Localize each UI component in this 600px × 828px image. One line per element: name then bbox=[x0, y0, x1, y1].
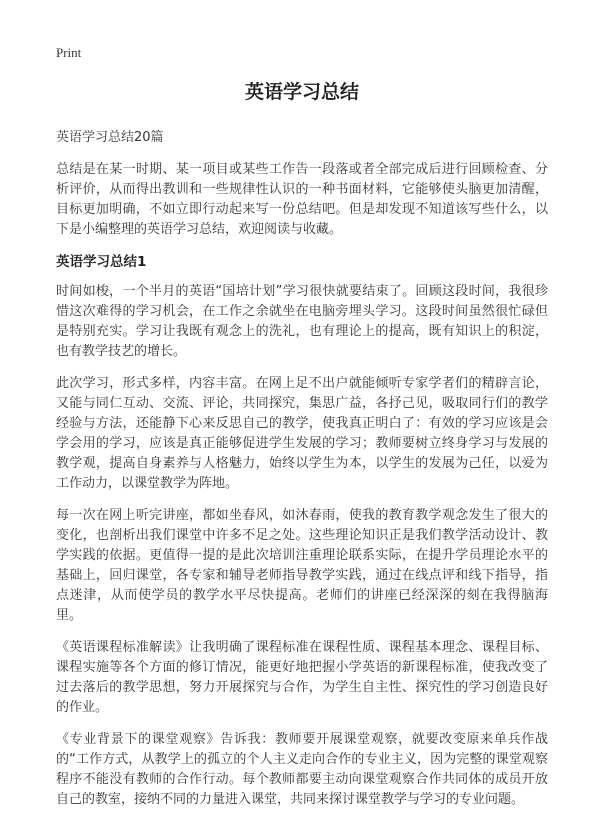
page-title: 英语学习总结 bbox=[244, 81, 359, 103]
body-paragraph: 《专业背景下的课堂观察》告诉我：教师要开展课堂观察，就要改变原来单兵作战的“工作方式，从教学上的孤立的个人主义走向合作的专业主义，因为完整的课堂观察程序不能没有教师的合作行动。每个教师都要主动向课堂观察合作共同体的成员开放自己的教室，接纳不同的力量进入课堂，共同来探讨课堂教学与学习的专业问题。 bbox=[56, 732, 548, 807]
body-paragraph: 《英语课程标准解读》让我明确了课程标准在课程性质、课程基本理念、课程目标、课程实施等各个方面的修订情况，能更好地把握小学英语的新课程标准，使我改变了过去落后的教学思想，努力开展探究与合作，为学生自主性、探究性的学习创造良好的作业。 bbox=[56, 640, 548, 715]
print-link[interactable]: Print bbox=[56, 45, 82, 60]
body-paragraph: 此次学习，形式多样，内容丰富。在网上足不出户就能倾听专家学者们的精辟言论，又能与同仁互动、交流、评论，共同探究，集思广益，各抒己见，吸取同行们的教学经验与方法，还能静下心来反思自己的教学，使我真正明白了：有效的学习应该是会学会用的学习，应该是真正能够促进学生发展的学习；教师要树立终身学习与发展的教学观，提高自身素养与人格魅力，始终以学生为本，以学生的发展为己任，以爱为工作动力，以课堂教学为阵地。 bbox=[56, 376, 548, 491]
body-paragraph: 每一次在网上听完讲座，都如坐春风，如沐春雨，使我的教育教学观念发生了很大的变化，也剖析出我们课堂中许多不足之处。这些理论知识正是我们教学活动设计、教学实践的依据。更值得一提的是此次培训注重理论联系实际，在提升学员理论水平的基础上，回归课堂，各专家和辅导老师指导教学实践，通过在线点评和线下指导，指点迷津，从而使学员的教学水平尽快提高。老师们的讲座已经深深的刻在我得脑海里。 bbox=[56, 508, 548, 623]
body-paragraph: 时间如梭，一个半月的英语“国培计划”学习很快就要结束了。回顾这段时间，我很珍惜这次难得的学习机会，在工作之余就坐在电脑旁埋头学习。这段时间虽然很忙碌但是特别充实。学习让我既有观念上的洗礼，也有理论上的提高，既有知识上的积淀，也有教学技艺的增长。 bbox=[56, 284, 548, 359]
document-subtitle: 英语学习总结20篇 bbox=[56, 130, 164, 145]
document-page bbox=[56, 78, 548, 822]
intro-paragraph: 总结是在某一时期、某一项目或某些工作告一段落或者全部完成后进行回顾检查、分析评价，从而得出教训和一些规律性认识的一种书面材料，它能够使头脑更加清醒，目标更加明确，不如立即行动起来写一份总结吧。但是却发现不知道该写些什么，以下是小编整理的英语学习总结，欢迎阅读与收藏。 bbox=[56, 162, 548, 237]
section-heading: 英语学习总结1 bbox=[56, 254, 147, 270]
